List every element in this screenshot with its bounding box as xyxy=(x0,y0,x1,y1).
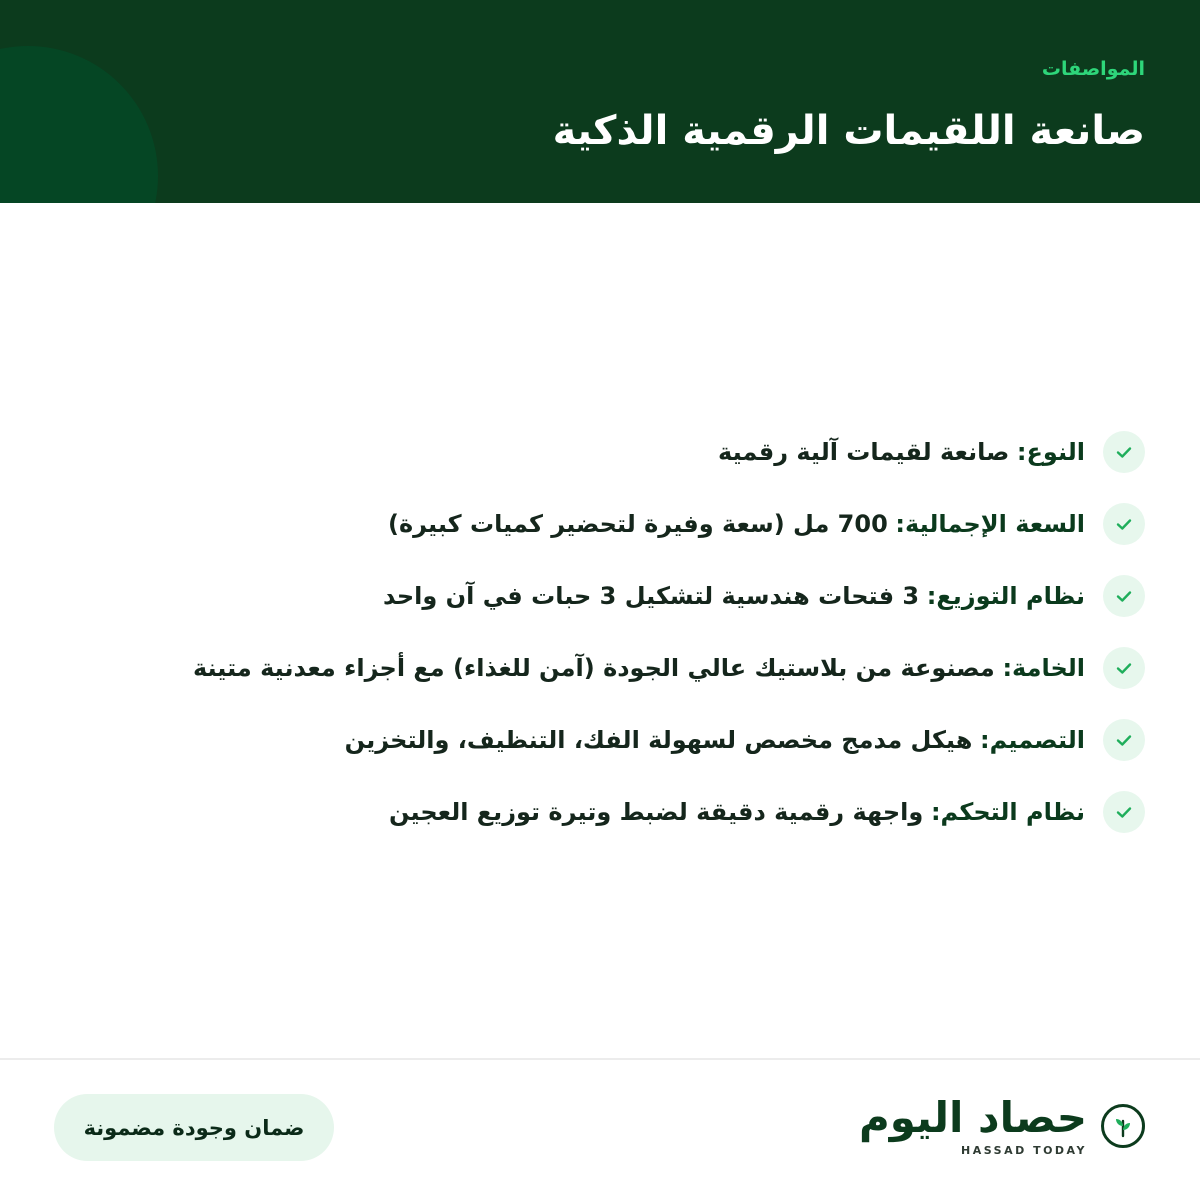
check-icon xyxy=(1103,791,1145,833)
spec-label: نظام التوزيع: xyxy=(926,582,1085,610)
brand-name: حصاد اليوم xyxy=(858,1093,1087,1142)
spec-text xyxy=(345,719,1085,761)
spec-label: نظام التحكم: xyxy=(930,798,1085,826)
spec-value: مصنوعة من بلاستيك عالي الجودة (آمن للغذاء) مع أجزاء معدنية متينة xyxy=(192,654,995,682)
spec-text xyxy=(388,503,1085,545)
brand-subtitle: HASSAD TODAY xyxy=(961,1144,1087,1157)
guarantee-badge: ضمان وجودة مضمونة xyxy=(54,1094,334,1161)
spec-label: السعة الإجمالية: xyxy=(895,510,1085,538)
check-icon xyxy=(1103,431,1145,473)
header-banner xyxy=(0,0,1200,203)
spec-text xyxy=(383,575,1085,617)
leaf-icon xyxy=(1101,1104,1145,1148)
spec-item xyxy=(145,431,1145,503)
spec-value: 700 مل (سعة وفيرة لتحضير كميات كبيرة) xyxy=(387,510,888,538)
spec-text xyxy=(389,791,1085,833)
spec-value: صانعة لقيمات آلية رقمية xyxy=(718,438,1010,466)
spec-item xyxy=(145,575,1145,647)
spec-text xyxy=(718,431,1085,473)
brand-logo-block xyxy=(859,1092,1145,1162)
spec-item xyxy=(145,503,1145,575)
spec-label: الخامة: xyxy=(1002,654,1085,682)
spec-value: واجهة رقمية دقيقة لضبط وتيرة توزيع العجين xyxy=(388,798,924,826)
check-icon xyxy=(1103,647,1145,689)
check-icon xyxy=(1103,503,1145,545)
check-icon xyxy=(1103,575,1145,617)
spec-text xyxy=(193,647,1085,689)
check-icon xyxy=(1103,719,1145,761)
spec-label: التصميم: xyxy=(980,726,1085,754)
spec-value: هيكل مدمج مخصص لسهولة الفك، التنظيف، والتخزين xyxy=(344,726,973,754)
spec-value: 3 فتحات هندسية لتشكيل 3 حبات في آن واحد xyxy=(383,582,920,610)
spec-label: النوع: xyxy=(1016,438,1085,466)
spec-item xyxy=(145,719,1145,791)
footer-divider xyxy=(0,1058,1200,1060)
spec-item xyxy=(145,647,1145,719)
decorative-circle xyxy=(0,46,158,203)
specs-list xyxy=(145,431,1145,863)
page-title: صانعة اللقيمات الرقمية الذكية xyxy=(552,108,1145,154)
section-kicker: المواصفات xyxy=(1041,58,1145,80)
spec-item xyxy=(145,791,1145,863)
